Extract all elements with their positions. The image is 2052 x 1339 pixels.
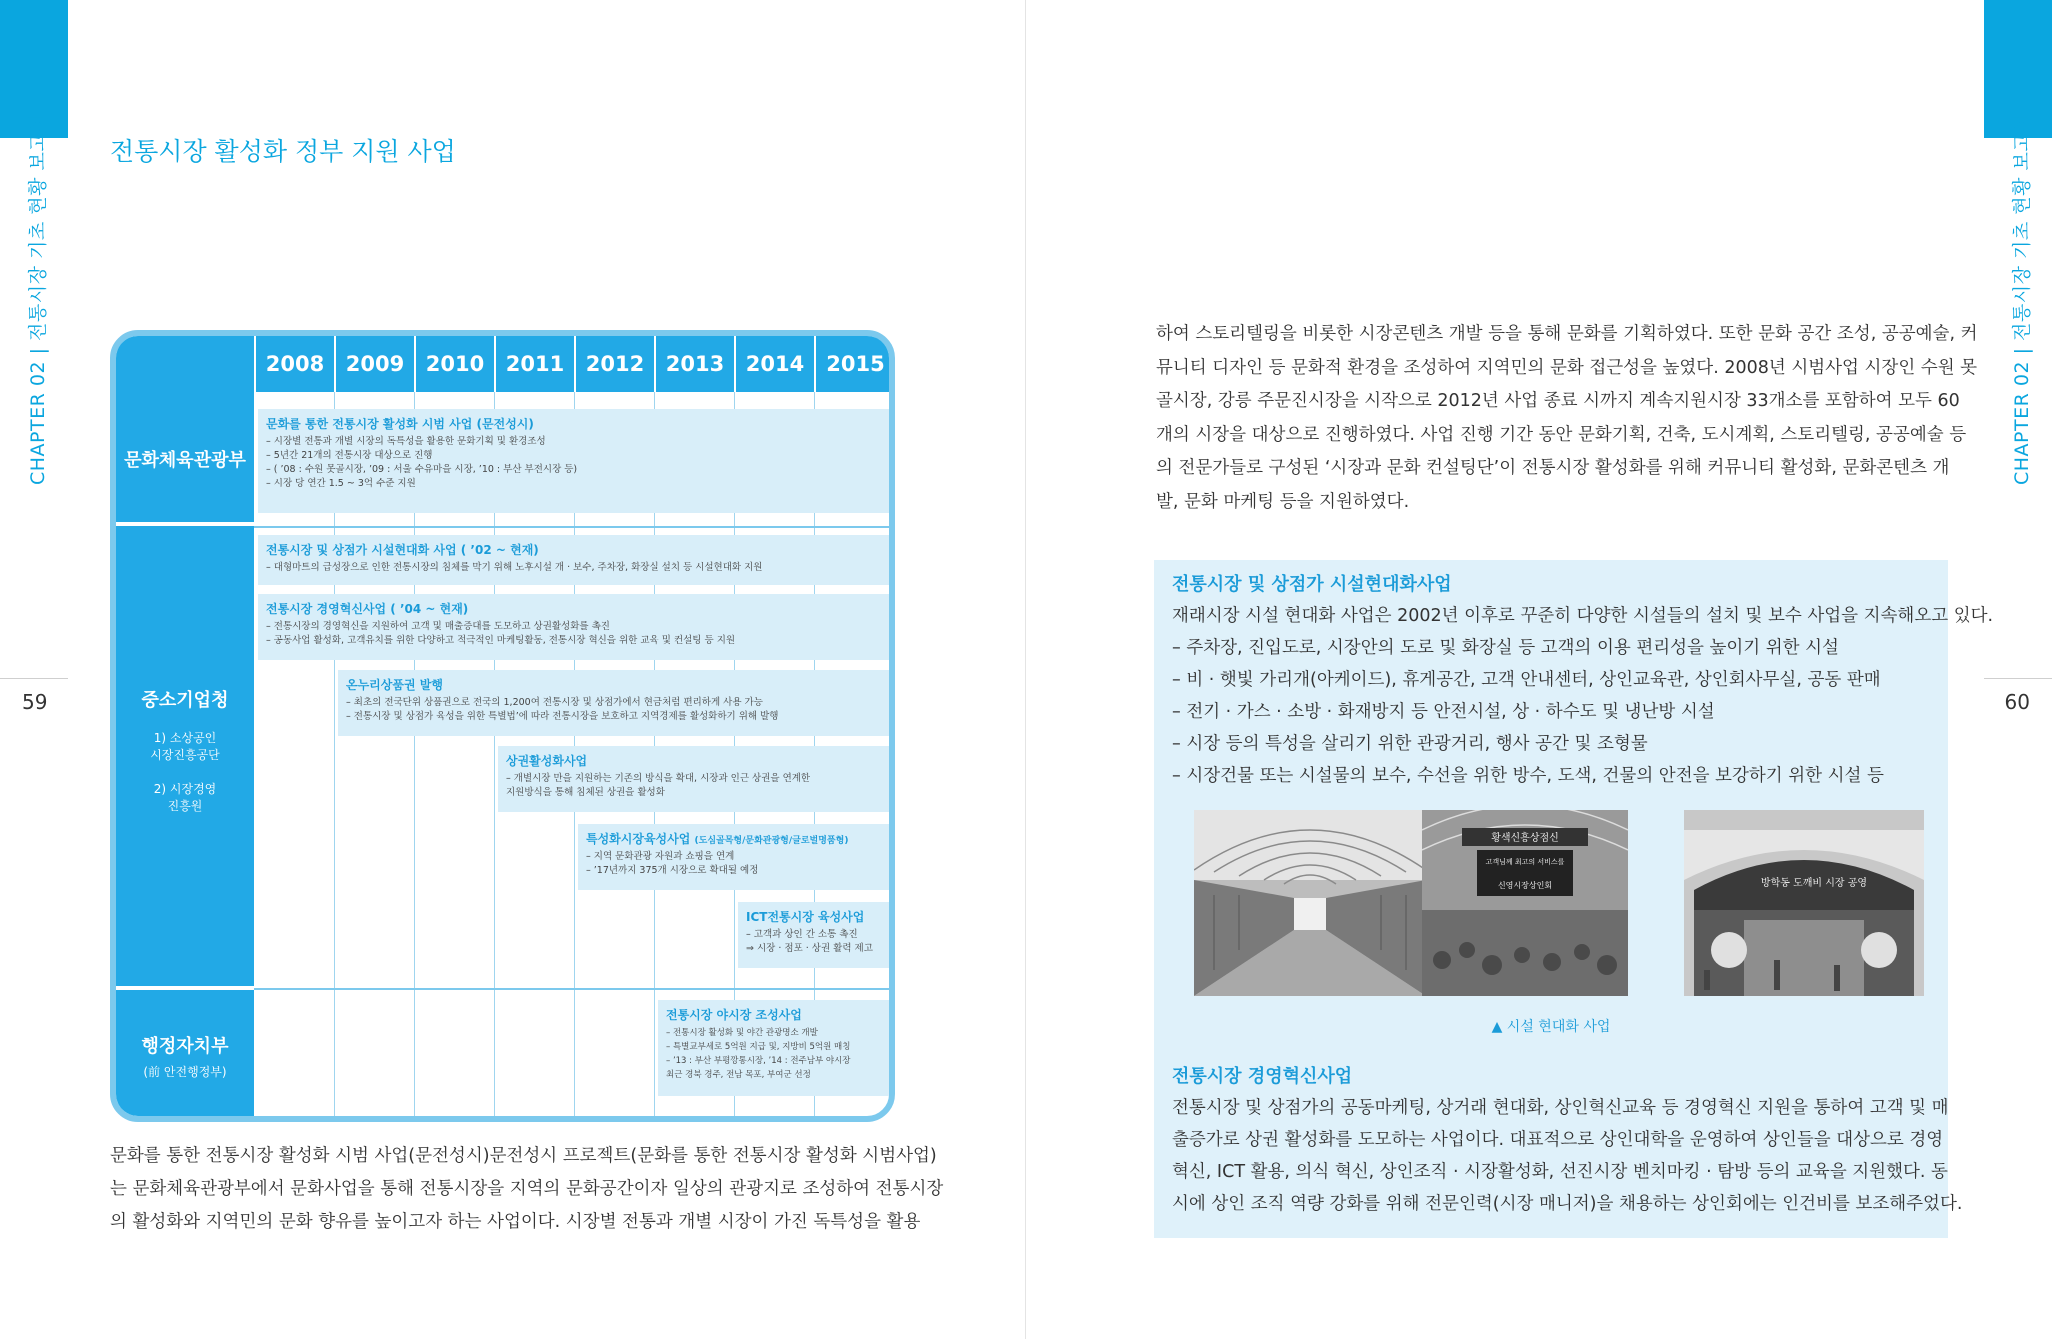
box-heading: 전통시장 경영혁신사업	[1172, 1066, 1353, 1087]
program-line: 최근 경북 경주, 전남 목포, 부여군 선정	[666, 1070, 811, 1080]
ministry-cell	[116, 990, 254, 1122]
body-line: 하여 스토리텔링을 비롯한 시장콘텐츠 개발 등을 통해 문화를 기획하였다. 또한 문화 공간 조성, 공공예술, 커	[1156, 324, 1978, 344]
program-info-box	[1154, 560, 1994, 1238]
chapter-side-label	[1984, 113, 2052, 490]
photo-caption: ▲ 시설 현대화 사업	[1491, 1019, 1611, 1035]
page-number: 60	[2004, 690, 2030, 714]
program-card	[658, 1000, 890, 1096]
box-line: – 시장건물 또는 시설물의 보수, 수선을 위한 방수, 도색, 건물의 안전을 보강하기 위한 시설 등	[1172, 766, 1884, 786]
sign-text: 방학동 도깨비 시장 공영	[1760, 878, 1868, 889]
program-line: – 전통시장 및 상점가 육성을 위한 특별법’에 따라 전통시장을 보호하고 지역경제를 활성화하기 위해 발행	[346, 711, 779, 722]
program-title	[586, 830, 882, 847]
program-title: 전통시장 경영혁신사업 ( ’04 ~ 현재)	[266, 602, 469, 616]
sign-text: 황색신흥상점신	[1491, 833, 1559, 844]
ministry-sub-line: 1) 소상공인	[153, 731, 217, 745]
program-line: – 특별교부세로 5억원 지급 및, 지방비 5억원 매칭	[666, 1042, 851, 1052]
program-title: 전통시장 및 상점가 시설현대화 사업 ( ’02 ~ 현재)	[266, 543, 539, 557]
sign-text: 고객님께 최고의 서비스를	[1485, 858, 1565, 866]
box-line: 전통시장 및 상점가의 공동마케팅, 상거래 현대화, 상인혁신교육 등 경영혁신 지원을 통하여 고객 및 매	[1172, 1098, 1949, 1118]
body-line: 문화를 통한 전통시장 활성화 시범 사업(문전성시)문전성시 프로젝트(문화를 통한 전통시장 활성화 시범사업)	[110, 1146, 937, 1166]
page-number-rule	[1984, 678, 2052, 679]
box-line: 재래시장 시설 현대화 사업은 2002년 이후로 꾸준히 다양한 시설들의 설치 및 보수 사업을 지속해오고 있다.	[1172, 606, 1994, 626]
program-card	[258, 594, 890, 660]
program-line: – 전통시장의 경영혁신을 지원하여 고객 및 매출증대를 도모하고 상권활성화를 촉진	[266, 621, 610, 632]
body-line: 골시장, 강릉 주문진시장을 시작으로 2012년 사업 종료 시까지 계속지원시장 33개소를 포함하여 모두 60	[1156, 391, 1960, 411]
program-title: ICT전통시장 육성사업	[746, 910, 865, 924]
program-card	[258, 409, 890, 513]
box-text	[1172, 600, 1994, 792]
arcade-illustration	[1194, 810, 1426, 996]
page-number-rule	[0, 678, 68, 679]
chapter-label-text: CHAPTER 02 | 전통시장 기초 현황 보고서	[2011, 113, 2033, 485]
year-header: 2014	[734, 336, 814, 392]
program-line: – 지역 문화관광 자원과 쇼핑을 연계	[586, 851, 735, 862]
market-sign-photo	[1422, 810, 1628, 996]
program-line: – 시장 당 연간 1.5 ~ 3억 수준 지원	[266, 478, 416, 489]
program-line: – 공동사업 활성화, 고객유치를 위한 다양하고 적극적인 마케팅활동, 전통시장 혁신을 위한 교육 및 컨설팅 등 지원	[266, 635, 736, 646]
box-line: 시에 상인 조직 역량 강화를 위해 전문인력(시장 매니저)을 채용하는 상인회에는 인건비를 보조해주었다.	[1172, 1194, 1963, 1214]
ministry-sub	[116, 730, 254, 815]
ministry-sub-line: 진흥원	[167, 799, 203, 813]
row-divider	[254, 526, 895, 528]
year-header: 2009	[334, 336, 414, 392]
year-header: 2011	[494, 336, 574, 392]
body-line: 의 활성화와 지역민의 문화 향유를 높이고자 하는 사업이다. 시장별 전통과 개별 시장이 가진 독특성을 활용	[110, 1212, 921, 1232]
program-line: ⇒ 시장 · 점포 · 상권 활력 제고	[746, 943, 873, 954]
program-title: 문화를 통한 전통시장 활성화 시범 사업 (문전성시)	[266, 417, 534, 431]
program-card	[498, 746, 890, 812]
ministry-column	[116, 392, 254, 1122]
body-line: 뮤니티 디자인 등 문화적 환경을 조성하여 지역민의 문화 접근성을 높였다. 2008년 시범사업 시장인 수원 못	[1156, 357, 1978, 378]
ministry-sub-line: 2) 시장경영	[153, 782, 217, 796]
year-header: 2010	[414, 336, 494, 392]
program-title-note: (도심골목형/문화관광형/글로벌명품형)	[694, 836, 849, 846]
program-title: 전통시장 야시장 조성사업	[666, 1008, 802, 1022]
box-line: – 주차장, 진입도로, 시장안의 도로 및 화장실 등 고객의 이용 편리성을 높이기 위한 시설	[1172, 638, 1839, 658]
program-line: – 개별시장 만을 지원하는 기존의 방식을 확대, 시장과 인근 상권을 연계한	[506, 773, 811, 784]
box-line: 혁신, ICT 활용, 의식 혁신, 상인조직 · 시장활성화, 선진시장 벤치마킹 · 탐방 등의 교육을 지원했다. 동	[1172, 1162, 1948, 1182]
program-line: – ( ’08 : 수원 못골시장, ’09 : 서울 수유마을 시장, ’10 : 부산 부전시장 등)	[266, 464, 578, 475]
program-card	[738, 902, 890, 968]
ministry-name: 중소기업청	[141, 690, 229, 711]
ministry-sub-line: 시장진흥공단	[150, 748, 220, 762]
body-line: 는 문화체육관광부에서 문화사업을 통해 전통시장을 지역의 문화공간이자 일상의 관광지로 조성하여 전통시장	[110, 1179, 944, 1199]
year-header: 2012	[574, 336, 654, 392]
box-line: 출증가로 상권 활성화를 도모하는 사업이다. 대표적으로 상인대학을 운영하여 상인들을 대상으로 경영	[1172, 1130, 1944, 1150]
chapter-label-text: CHAPTER 02 | 전통시장 기초 현황 보고서	[27, 113, 49, 485]
support-timeline-table	[110, 330, 895, 1122]
program-title: 상권활성화사업	[506, 754, 588, 768]
market-entrance-photo	[1684, 810, 1924, 996]
box-text	[1172, 1092, 1963, 1220]
body-line: 개의 시장을 대상으로 진행하였다. 사업 진행 기간 동안 문화기획, 건축, 도시계획, 스토리텔링, 공공예술 등	[1156, 424, 1967, 445]
ministry-name: 문화체육관광부	[124, 450, 246, 471]
box-heading: 전통시장 및 상점가 시설현대화사업	[1172, 574, 1452, 595]
right-intro-text	[1156, 318, 1978, 519]
market-entrance-illustration	[1684, 810, 1924, 996]
program-card	[258, 535, 890, 585]
program-line: – 전통시장 활성화 및 야간 관광명소 개발	[666, 1028, 818, 1038]
ministry-sub: (前 안전행정부)	[143, 1065, 227, 1079]
program-line: – 5년간 21개의 전통시장 대상으로 진행	[266, 450, 433, 461]
program-line: – 최초의 전국단위 상품권으로 전국의 1,200여 전통시장 및 상점가에서 현금처럼 편리하게 사용 가능	[346, 697, 763, 708]
program-line: – 고객과 상인 간 소통 촉진	[746, 929, 858, 940]
program-line: 지원방식을 통해 침체된 상권을 활성화	[506, 787, 665, 798]
ministry-name: 행정자치부	[141, 1036, 229, 1057]
box-line: – 비 · 햇빛 가리개(아케이드), 휴게공간, 고객 안내센터, 상인교육관, 상인회사무실, 공동 판매	[1172, 670, 1881, 690]
year-header: 2015	[814, 336, 895, 392]
body-line: 발, 문화 마케팅 등을 지원하였다.	[1156, 491, 1410, 512]
program-line: – ’17년까지 375개 시장으로 확대될 예정	[586, 865, 759, 876]
program-line: – 시장별 전통과 개별 시장의 독특성을 활용한 문화기획 및 환경조성	[266, 436, 546, 447]
box-line: – 전기 · 가스 · 소방 · 화재방지 등 안전시설, 상 · 하수도 및 냉난방 시설	[1172, 702, 1715, 722]
ministry-cell	[116, 392, 254, 524]
program-title: 온누리상품권 발행	[346, 678, 443, 692]
market-sign-illustration	[1422, 810, 1628, 996]
ministry-cell	[116, 526, 254, 988]
chapter-side-label	[0, 113, 68, 490]
right-page	[1026, 0, 2052, 1339]
year-header-row	[116, 336, 889, 392]
box-line: – 시장 등의 특성을 살리기 위한 관광거리, 행사 공간 및 조형물	[1172, 734, 1648, 754]
program-line: – 대형마트의 급성장으로 인한 전통시장의 침체를 막기 위해 노후시설 개 · 보수, 주차장, 화장실 설치 등 시설현대화 지원	[266, 562, 763, 573]
program-title-main: 특성화시장육성사업	[586, 832, 691, 846]
program-card	[578, 824, 890, 890]
program-card	[338, 670, 890, 736]
body-line: 의 전문가들로 구성된 ‘시장과 문화 컨설팅단’이 전통시장 활성화를 위해 커뮤니티 활성화, 문화콘텐츠 개	[1156, 458, 1950, 478]
sign-text: 신영시장상인회	[1497, 881, 1553, 890]
page-number: 59	[22, 690, 48, 714]
year-header: 2008	[254, 336, 334, 392]
arcade-photo	[1194, 810, 1426, 996]
left-body-text	[110, 1140, 944, 1239]
program-line: – ’13 : 부산 부평깡통시장, ’14 : 전주남부 야시장	[666, 1056, 851, 1066]
row-divider	[254, 988, 895, 990]
year-header: 2013	[654, 336, 734, 392]
section-title: 전통시장 활성화 정부 지원 사업	[110, 137, 456, 166]
